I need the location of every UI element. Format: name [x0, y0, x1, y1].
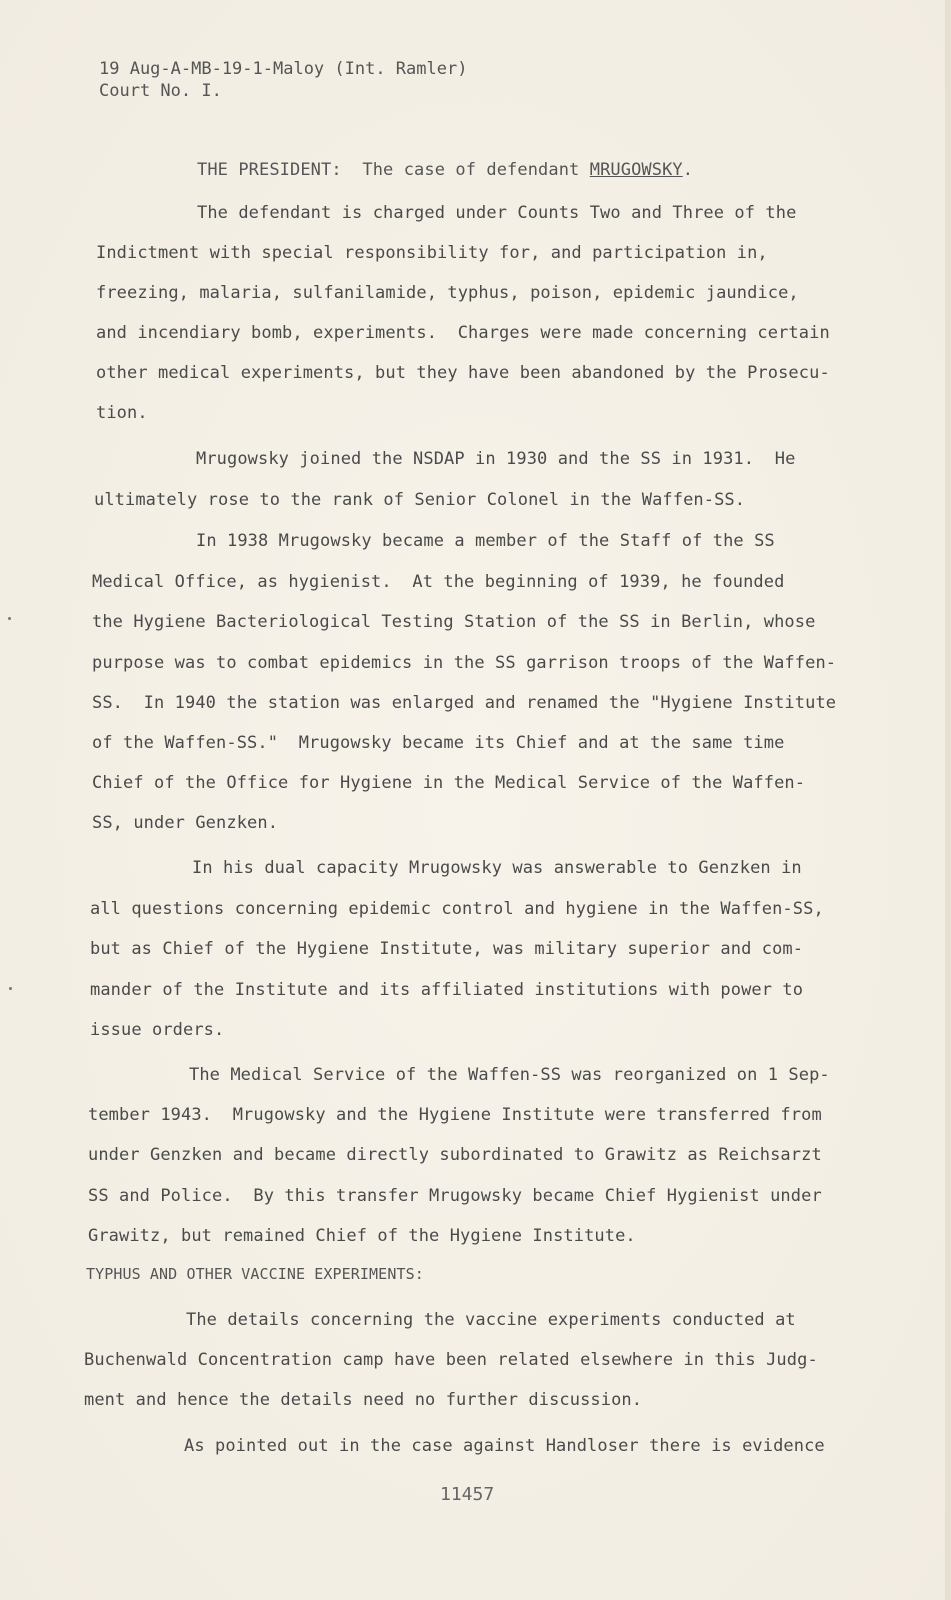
text-line: tion.: [96, 403, 148, 423]
text-line: In his dual capacity Mrugowsky was answerable to Genzken in: [192, 858, 802, 878]
text-line: under Genzken and became directly subordinated to Grawitz as Reichsarzt: [88, 1145, 822, 1165]
text-line: SS. In 1940 the station was enlarged and renamed the "Hygiene Institute: [92, 693, 837, 713]
text-line: The details concerning the vaccine experiments conducted at: [186, 1310, 796, 1330]
section-heading: TYPHUS AND OTHER VACCINE EXPERIMENTS:: [86, 1265, 424, 1283]
text-line: issue orders.: [90, 1020, 225, 1040]
text-line: all questions concerning epidemic control and hygiene in the Waffen-SS,: [90, 899, 824, 919]
text-line: freezing, malaria, sulfanilamide, typhus, poison, epidemic jaundice,: [96, 283, 799, 303]
text-line: Mrugowsky joined the NSDAP in 1930 and the SS in 1931. He: [196, 449, 796, 469]
text-line: Indictment with special responsibility for, and participation in,: [96, 243, 768, 263]
title-suffix: .: [682, 160, 694, 180]
title-prefix: THE PRESIDENT: The case of defendant: [197, 160, 590, 180]
text-line: other medical experiments, but they have been abandoned by the Prosecu-: [96, 363, 830, 383]
text-line: tember 1943. Mrugowsky and the Hygiene Institute were transferred from: [88, 1105, 822, 1125]
text-line: Grawitz, but remained Chief of the Hygiene Institute.: [88, 1226, 636, 1246]
text-line: ultimately rose to the rank of Senior Colonel in the Waffen-SS.: [94, 490, 746, 510]
text-line: The defendant is charged under Counts Two and Three of the: [197, 203, 797, 223]
text-line: In 1938 Mrugowsky became a member of the Staff of the SS: [196, 531, 775, 551]
text-line: The Medical Service of the Waffen-SS was reorganized on 1 Sep-: [189, 1065, 830, 1085]
text-line: Medical Office, as hygienist. At the beginning of 1939, he founded: [92, 572, 785, 592]
margin-mark: [8, 617, 11, 620]
section-title: [197, 160, 693, 180]
margin-mark: [9, 987, 12, 990]
text-line: Buchenwald Concentration camp have been related elsewhere in this Judg-: [84, 1350, 818, 1370]
text-line: SS, under Genzken.: [92, 813, 279, 833]
text-line: but as Chief of the Hygiene Institute, was military superior and com-: [90, 939, 804, 959]
text-line: the Hygiene Bacteriological Testing Station of the SS in Berlin, whose: [92, 612, 816, 632]
text-line: As pointed out in the case against Handloser there is evidence: [184, 1436, 825, 1456]
text-line: ment and hence the details need no further discussion.: [84, 1390, 643, 1410]
page-number: 11457: [440, 1484, 495, 1505]
text-line: SS and Police. By this transfer Mrugowsky became Chief Hygienist under: [88, 1186, 822, 1206]
defendant-name: MRUGOWSKY: [589, 160, 683, 180]
header-line-2: Court No. I.: [99, 81, 222, 101]
page-edge: [945, 0, 951, 1600]
text-line: and incendiary bomb, experiments. Charges were made concerning certain: [96, 323, 830, 343]
document-header: [99, 58, 467, 102]
header-line-1: 19 Aug-A-MB-19-1-Maloy (Int. Ramler): [99, 59, 468, 79]
text-line: mander of the Institute and its affiliated institutions with power to: [90, 980, 804, 1000]
text-line: purpose was to combat epidemics in the SS garrison troops of the Waffen-: [92, 653, 837, 673]
text-line: Chief of the Office for Hygiene in the Medical Service of the Waffen-: [92, 773, 806, 793]
text-line: of the Waffen-SS." Mrugowsky became its Chief and at the same time: [92, 733, 785, 753]
